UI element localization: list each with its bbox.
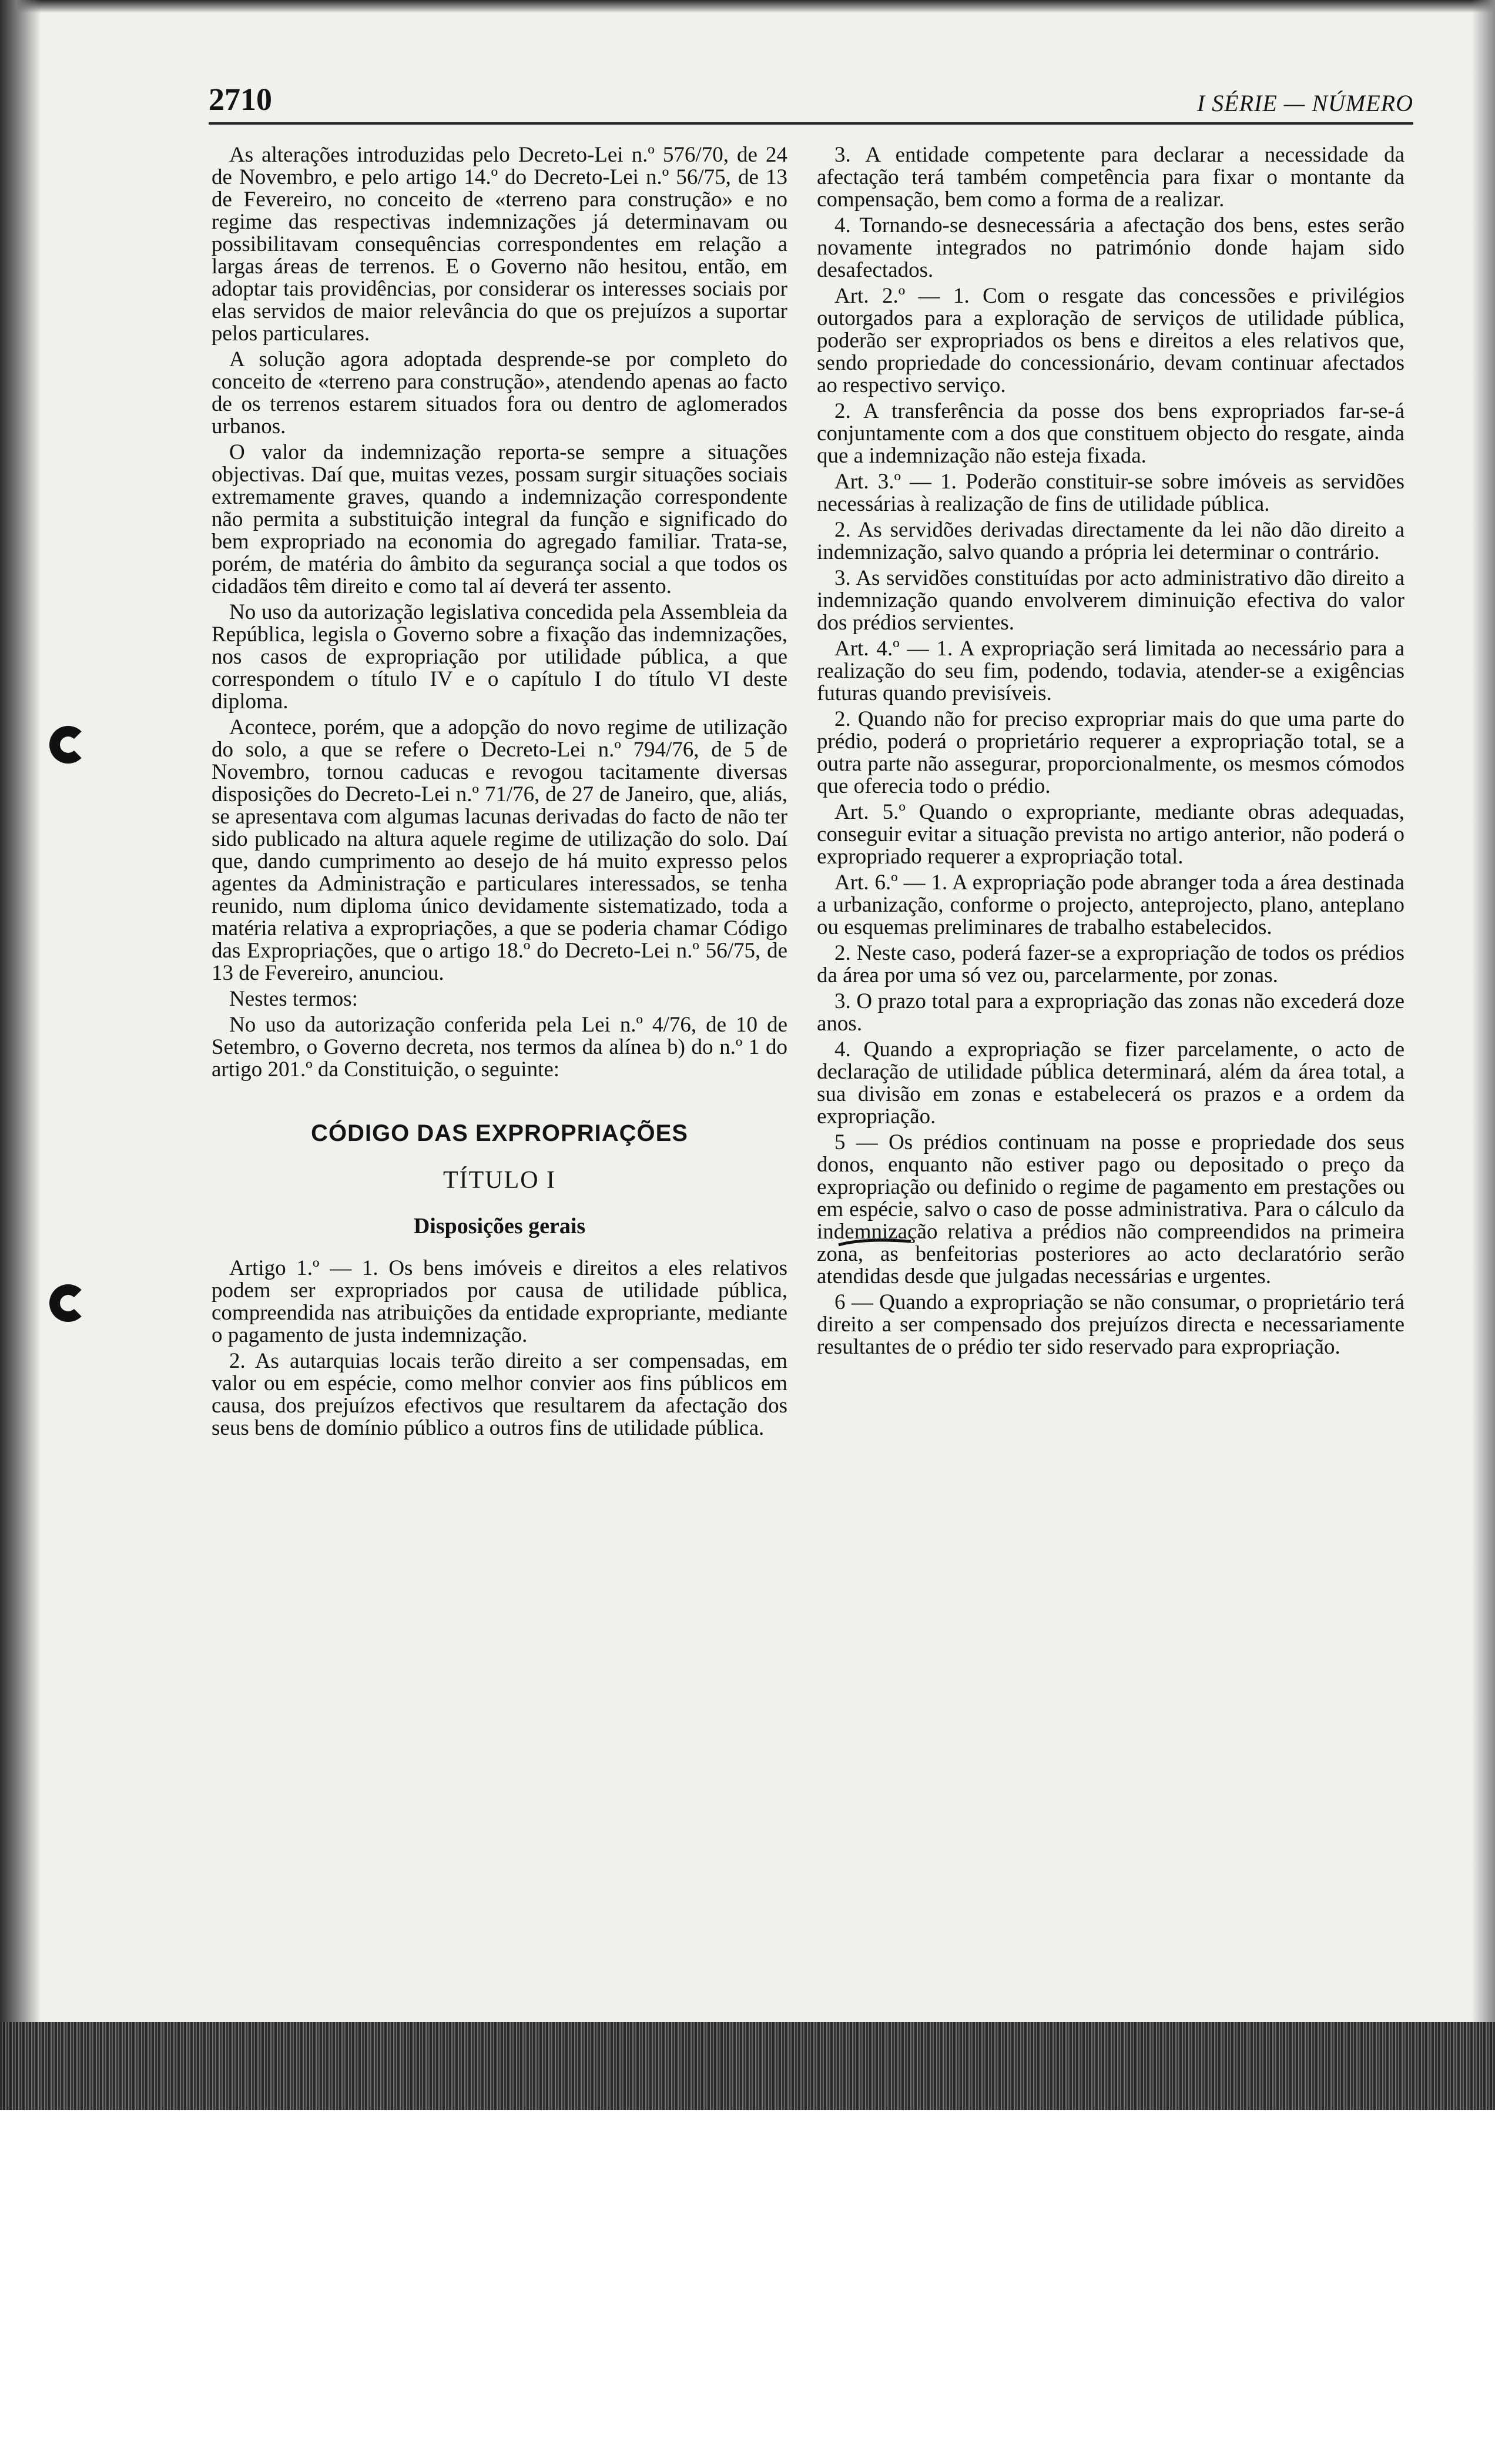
- article-paragraph: 2. As autarquias locais terão direito a ser compensadas, em valor ou em espécie, como melhor convier aos fins públicos em causa, dos prejuízos efectivos que resultarem da afectação dos seus bens de domínio público a outros fins de utilidade pública.: [212, 1349, 787, 1440]
- article-paragraph: 2. Quando não for preciso expropriar mais do que uma parte do prédio, poderá o proprietário requerer a expropriação total, se a outra parte não assegurar, proporcionalmente, os mesmos cómodos que oferecia todo o prédio.: [817, 707, 1405, 798]
- article-paragraph: Art. 2.º — 1. Com o resgate das concessões e privilégios outorgados para a exploração de serviços de utilidade pública, poderão ser expropriados os bens e direitos a eles relativos que, sendo propriedade do concessionário, devam continuar afectados ao respectivo serviço.: [817, 284, 1405, 397]
- pen-underline-mark: [837, 1237, 914, 1248]
- article-paragraph: 3. A entidade competente para declarar a necessidade da afectação terá também competência para fixar o montante da compensação, bem como a forma de a realizar.: [817, 143, 1405, 212]
- preamble-paragraph: A solução agora adoptada desprende-se por completo do conceito de «terreno para construção», atendendo apenas ao facto de os terrenos estarem situados fora ou dentro de aglomerados urbanos.: [212, 347, 787, 438]
- header-rule: [209, 122, 1413, 125]
- article-paragraph: 2. As servidões derivadas directamente da lei não dão direito a indemnização, salvo quando a própria lei determinar o contrário.: [817, 518, 1405, 564]
- scan-right-edge: [1471, 0, 1495, 2110]
- article-paragraph: 2. A transferência da posse dos bens expropriados far-se-á conjuntamente com a dos que constituem objecto do resgate, ainda que a indemnização não esteja fixada.: [817, 399, 1405, 468]
- article-paragraph: 6 — Quando a expropriação se não consumar, o proprietário terá direito a ser compensado dos prejuízos directa e necessariamente resultantes de o prédio ter sido reservado para expropriação.: [817, 1290, 1405, 1359]
- page-number: 2710: [209, 82, 272, 117]
- left-column: [212, 144, 787, 1443]
- article-paragraph: Art. 4.º — 1. A expropriação será limitada ao necessário para a realização do seu fim, podendo, todavia, atender-se a exigências futuras quando previsíveis.: [817, 637, 1405, 705]
- right-column: [817, 144, 1405, 1362]
- article-paragraph: Art. 6.º — 1. A expropriação pode abranger toda a área destinada a urbanização, conforme o projecto, anteprojecto, plano, anteplano ou esquemas preliminares de trabalho estabelecidos.: [817, 871, 1405, 939]
- preamble-paragraph: Acontece, porém, que a adopção do novo regime de utilização do solo, a que se refere o Decreto-Lei n.º 794/76, de 5 de Novembro, tornou caducas e revogou tacitamente diversas disposições do Decreto-Lei n.º 71/76, de 27 de Janeiro, que, aliás, se apresentava com algumas lacunas derivadas do facto de não ter sido publicado na altura aquele regime de utilização do solo. Daí que, dando cumprimento ao desejo de há muito expresso pelos agentes da Administração e particulares interessados, se tenha reunido, num diploma único devidamente sistematizado, toda a matéria relativa a expropriações, a que se poderia chamar Código das Expropriações, que o artigo 18.º do Decreto-Lei n.º 56/75, de 13 de Fevereiro, anunciou.: [212, 715, 787, 985]
- preamble-paragraph: Nestes termos:: [229, 987, 358, 1011]
- preamble-paragraph: As alterações introduzidas pelo Decreto-Lei n.º 576/70, de 24 de Novembro, e pelo artigo 14.º do Decreto-Lei n.º 56/75, de 13 de Fevereiro, no conceito de «terreno para construção» e no regime das respectivas indemnizações já determinavam ou possibilitavam consequências correspondentes em relação a largas áreas de terrenos. E o Governo não hesitou, então, em adoptar tais providências, por considerar os interesses sociais por elas servidos de maior relevância do que os prejuízos a suportar pelos particulares.: [212, 143, 787, 346]
- article-paragraph: 3. O prazo total para a expropriação das zonas não excederá doze anos.: [817, 989, 1405, 1036]
- section-subtitle: Disposições gerais: [413, 1214, 586, 1238]
- preamble-paragraph: No uso da autorização conferida pela Lei n.º 4/76, de 10 de Setembro, o Governo decreta, nos termos da alínea b) do n.º 1 do artigo 201.º da Constituição, o seguinte:: [212, 1013, 787, 1082]
- titulo-heading: TÍTULO I: [443, 1167, 557, 1194]
- article-paragraph: 4. Quando a expropriação se fizer parcelamente, o acto de declaração de utilidade pública determinará, além da área total, a sua divisão em zonas e estabelecerá os prazos e a ordem da expropriação.: [817, 1037, 1405, 1129]
- punch-hole-bottom: [49, 1284, 87, 1322]
- punch-hole-top: [49, 726, 87, 764]
- article-paragraph: Art. 5.º Quando o expropriante, mediante obras adequadas, conseguir evitar a situação prevista no artigo anterior, não poderá o expropriado requerer a expropriação total.: [817, 800, 1405, 869]
- article-paragraph: 5 — Os prédios continuam na posse e propriedade dos seus donos, enquanto não estiver pago ou depositado o preço da expropriação ou definido o regime de pagamento em prestações ou em espécie, salvo o caso de posse administrativa. Para o cálculo da indemnização relativa a prédios não compreendidos na primeira zona, as benfeitorias posteriores ao acto declaratório serão atendidas desde que julgadas necessárias e urgentes.: [817, 1130, 1405, 1288]
- preamble-paragraph: O valor da indemnização reporta-se sempre a situações objectivas. Daí que, muitas vezes, possam surgir situações sociais extremamente graves, quando a indemnização correspondente não permita a substituição integral da função e significado do bem expropriado na economia do agregado familiar. Trata-se, porém, de matéria do âmbito da segurança social a que todos os cidadãos têm direito e como tal aí deverá ter assento.: [212, 440, 787, 598]
- page-header: [209, 81, 1413, 128]
- article-paragraph: Artigo 1.º — 1. Os bens imóveis e direitos a eles relativos podem ser expropriados por causa de utilidade pública, compreendida nas atribuições da entidade expropriante, mediante o pagamento de justa indemnização.: [212, 1256, 787, 1347]
- article-paragraph: 3. As servidões constituídas por acto administrativo dão direito a indemnização quando envolverem diminuição efectiva do valor dos prédios servientes.: [817, 566, 1405, 635]
- preamble-paragraph: No uso da autorização legislativa concedida pela Assembleia da República, legisla o Governo sobre a fixação das indemnizações, nos casos de expropriação por utilidade pública, a que correspondem o título IV e o capítulo I do título VI deste diploma.: [212, 600, 787, 714]
- article-paragraph: 4. Tornando-se desnecessária a afectação dos bens, estes serão novamente integrados no património donde hajam sido desafectados.: [817, 213, 1405, 282]
- scan-left-edge: [0, 0, 41, 2110]
- code-title: CÓDIGO DAS EXPROPRIAÇÕES: [311, 1120, 688, 1146]
- article-paragraph: 2. Neste caso, poderá fazer-se a expropriação de todos os prédios da área por uma só vez ou, parcelarmente, por zonas.: [817, 941, 1405, 987]
- series-label: I SÉRIE — NÚMERO: [1196, 90, 1413, 116]
- scan-bottom-edge: [0, 2022, 1495, 2110]
- article-paragraph: Art. 3.º — 1. Poderão constituir-se sobre imóveis as servidões necessárias à realização de fins de utilidade pública.: [817, 470, 1405, 516]
- scan-top-edge: [0, 0, 1495, 13]
